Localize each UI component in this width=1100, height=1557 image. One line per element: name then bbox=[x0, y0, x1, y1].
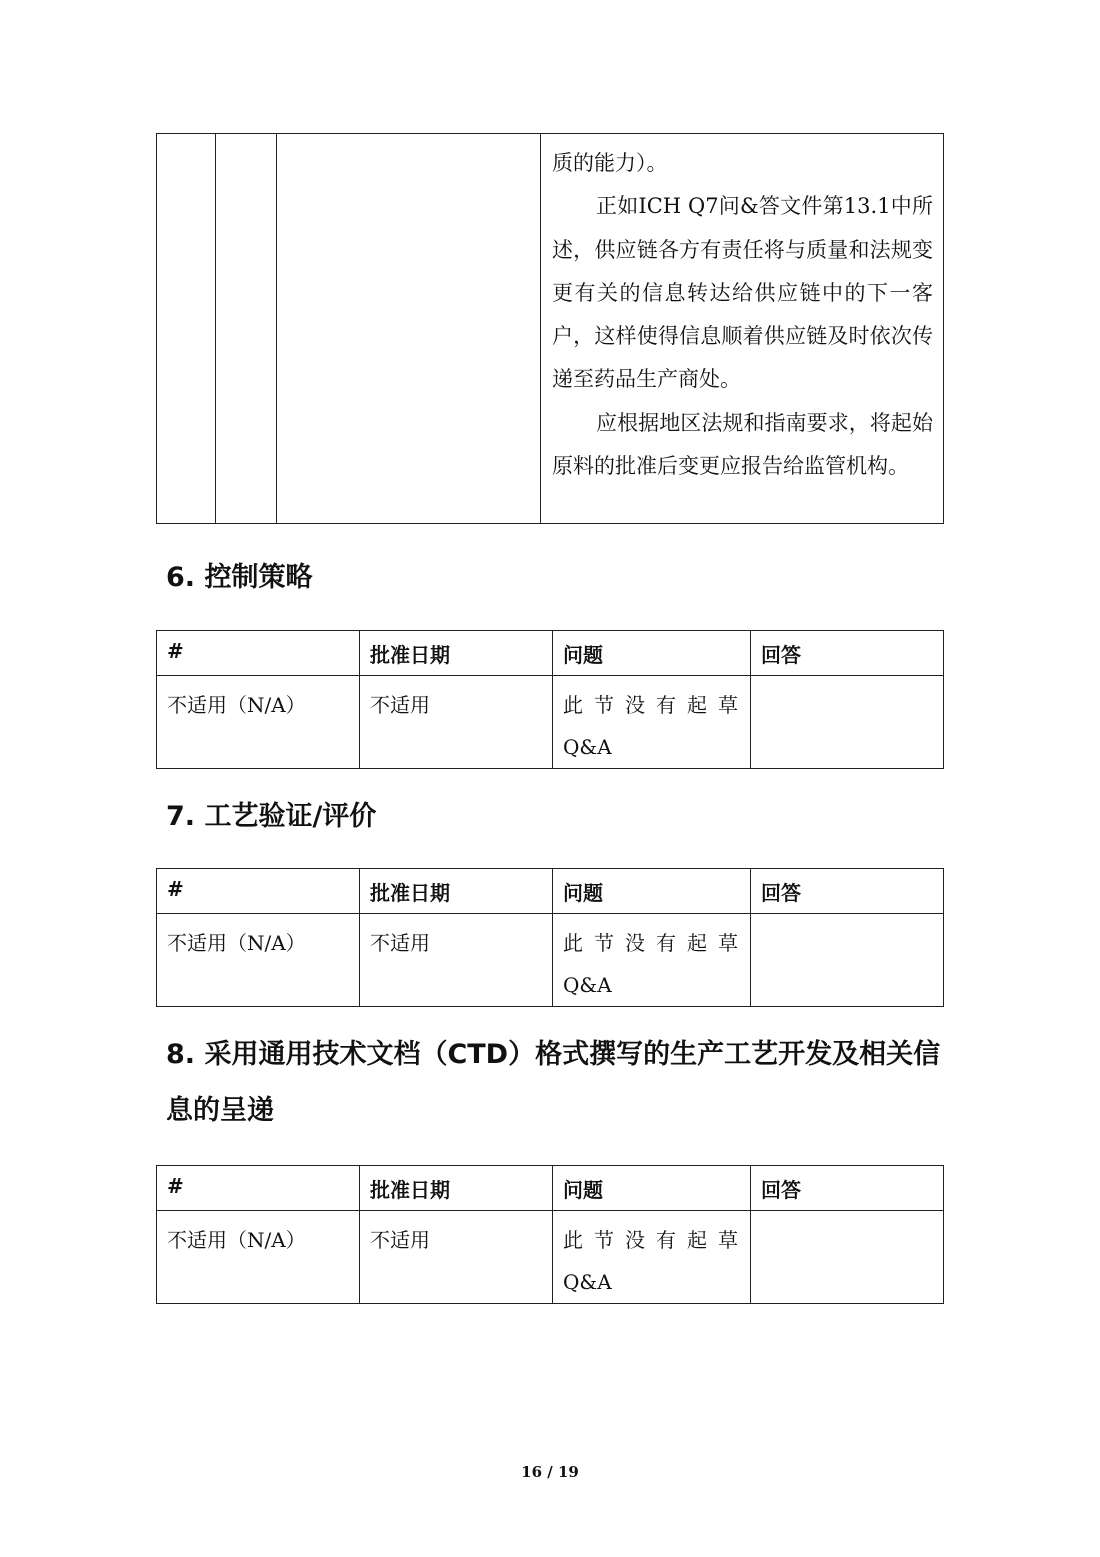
column-header: 批准日期 bbox=[360, 869, 553, 914]
answer-cell bbox=[541, 134, 944, 524]
column-header: 问题 bbox=[553, 631, 751, 676]
question-cell bbox=[553, 676, 751, 769]
question-text: 此节没有起草 bbox=[563, 931, 740, 955]
column-header: 批准日期 bbox=[360, 1166, 553, 1211]
answer-paragraph: 质的能力）。 bbox=[552, 151, 668, 175]
column-header: # bbox=[157, 1166, 360, 1211]
column-header: 问题 bbox=[553, 869, 751, 914]
answer-cell bbox=[751, 676, 944, 769]
answer-cell bbox=[751, 1211, 944, 1304]
answer-cell bbox=[751, 914, 944, 1007]
num-cell: 不适用（N/A） bbox=[157, 676, 360, 769]
column-header: 回答 bbox=[751, 1166, 944, 1211]
question-cell bbox=[553, 1211, 751, 1304]
question-text: Q&A bbox=[563, 735, 612, 759]
question-text: 此节没有起草 bbox=[563, 693, 740, 717]
question-text: 此节没有起草 bbox=[563, 1228, 740, 1252]
table-row bbox=[157, 1211, 944, 1304]
table-row bbox=[157, 914, 944, 1007]
section-qa-table bbox=[156, 630, 944, 769]
column-header: 批准日期 bbox=[360, 631, 553, 676]
table-header-row bbox=[157, 1166, 944, 1211]
num-cell: 不适用（N/A） bbox=[157, 1211, 360, 1304]
section-heading: 6. 控制策略 bbox=[166, 562, 313, 593]
date-cell: 不适用 bbox=[360, 676, 553, 769]
column-header: 问题 bbox=[553, 1166, 751, 1211]
column-header: # bbox=[157, 631, 360, 676]
table-header-row bbox=[157, 869, 944, 914]
section-qa-table bbox=[156, 1165, 944, 1304]
num-cell bbox=[157, 134, 216, 524]
num-cell: 不适用（N/A） bbox=[157, 914, 360, 1007]
table-row bbox=[157, 134, 944, 524]
continued-qa-table bbox=[156, 133, 944, 524]
table-header-row bbox=[157, 631, 944, 676]
question-text: Q&A bbox=[563, 1270, 612, 1294]
column-header: # bbox=[157, 869, 360, 914]
section-qa-table bbox=[156, 868, 944, 1007]
answer-paragraph: 应根据地区法规和指南要求，将起始原料的批准后变更应报告给监管机构。 bbox=[552, 410, 933, 479]
column-header: 回答 bbox=[751, 631, 944, 676]
question-cell bbox=[277, 134, 541, 524]
date-cell bbox=[216, 134, 277, 524]
answer-paragraph: 正如ICH Q7问&答文件第13.1中所述，供应链各方有责任将与质量和法规变更有关的信息转达给供应链中的下一客户，这样使得信息顺着供应链及时依次传递至药品生产商处。 bbox=[552, 194, 933, 392]
page-number: 16 / 19 bbox=[521, 1463, 579, 1481]
date-cell: 不适用 bbox=[360, 914, 553, 1007]
question-cell bbox=[553, 914, 751, 1007]
table-row bbox=[157, 676, 944, 769]
column-header: 回答 bbox=[751, 869, 944, 914]
question-text: Q&A bbox=[563, 973, 612, 997]
date-cell: 不适用 bbox=[360, 1211, 553, 1304]
section-heading: 8. 采用通用技术文档（CTD）格式撰写的生产工艺开发及相关信息的呈递 bbox=[166, 1039, 941, 1126]
section-heading: 7. 工艺验证/评价 bbox=[166, 801, 377, 832]
